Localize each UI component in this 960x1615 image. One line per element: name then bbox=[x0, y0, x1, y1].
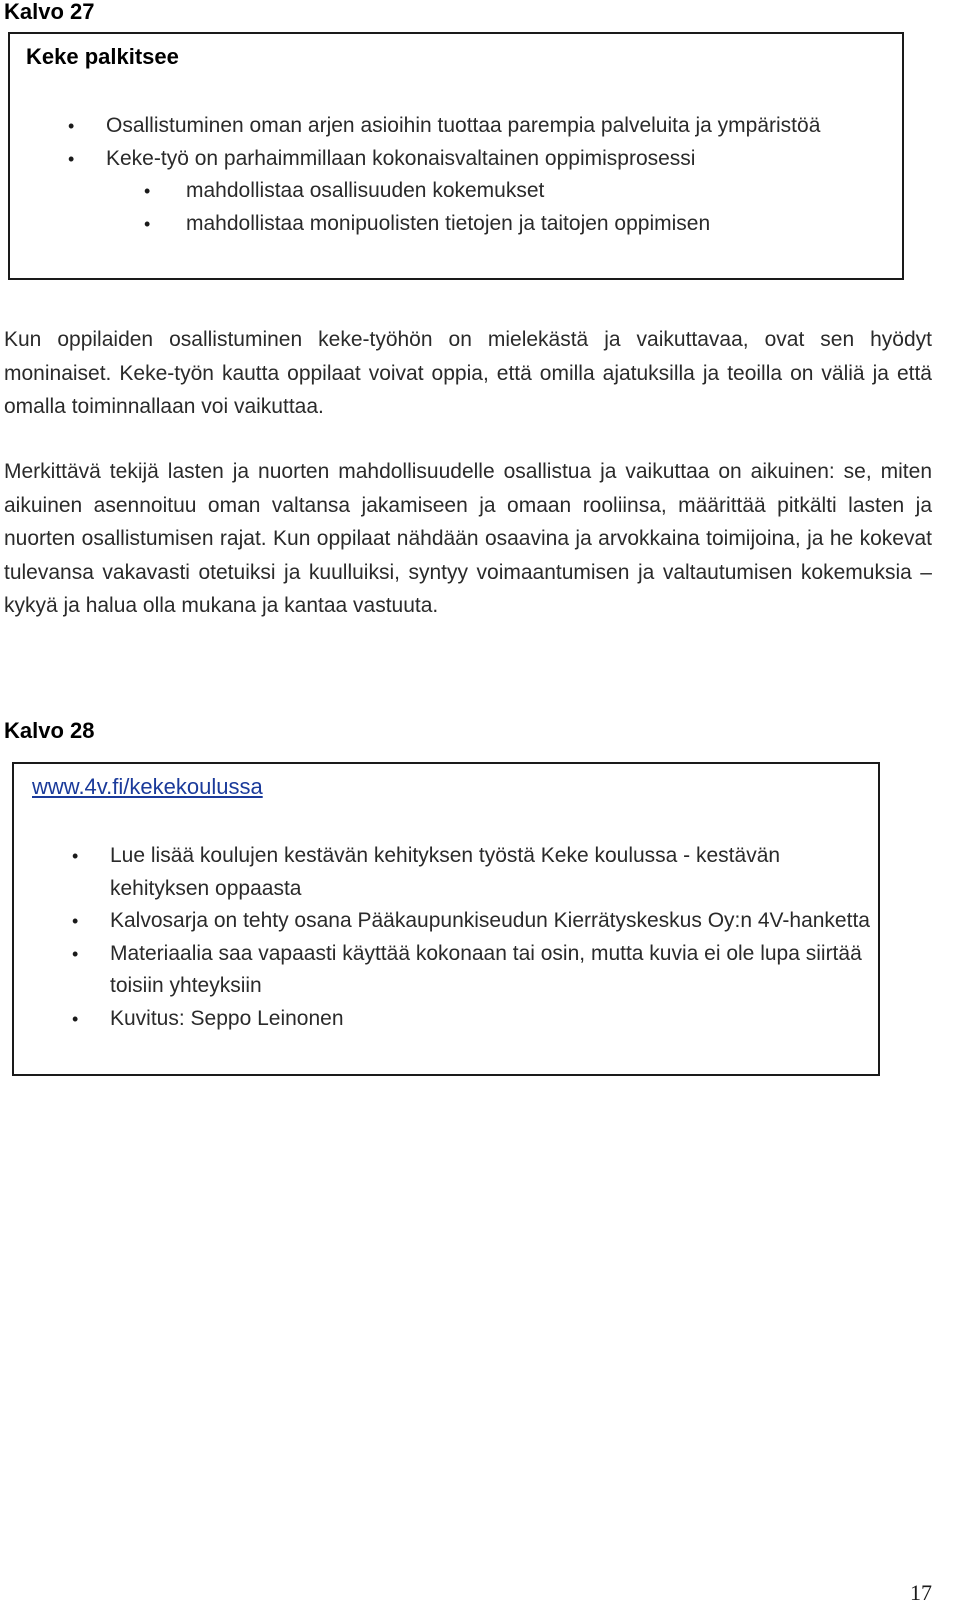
slide-27-box-title: Keke palkitsee bbox=[26, 44, 179, 69]
list-item bbox=[72, 840, 870, 905]
bullet-icon: • bbox=[72, 911, 79, 931]
list-item bbox=[72, 905, 870, 938]
slide-28-box bbox=[12, 762, 880, 1076]
sub-list-item bbox=[106, 208, 876, 241]
bullet-icon: • bbox=[68, 116, 75, 136]
bullet-icon: • bbox=[72, 943, 79, 964]
bullet-icon: • bbox=[72, 846, 79, 866]
list-item-text: Osallistuminen oman arjen asioihin tuottaa parempia palveluita ja ympäristöä bbox=[106, 114, 821, 137]
website-link[interactable]: www.4v.fi/kekekoulussa bbox=[32, 774, 263, 799]
bullet-icon: • bbox=[144, 181, 151, 201]
sub-list-item bbox=[106, 175, 876, 208]
slide-27-box bbox=[8, 32, 904, 280]
list-item bbox=[68, 110, 876, 143]
sub-list-item-text: mahdollistaa osallisuuden kokemukset bbox=[186, 179, 545, 202]
sub-list-item-text: mahdollistaa monipuolisten tietojen ja taitojen oppimisen bbox=[186, 211, 711, 235]
page-number: 17 bbox=[910, 1580, 932, 1605]
list-item-text: Keke-työ on parhaimmillaan kokonaisvaltainen oppimisprosessi bbox=[106, 146, 696, 170]
bullet-icon: • bbox=[72, 1008, 79, 1029]
list-item bbox=[72, 1003, 870, 1036]
list-item-text: Kalvosarja on tehty osana Pääkaupunkiseudun Kierrätyskeskus Oy:n 4V-hanketta bbox=[110, 909, 870, 932]
list-item-text: Materiaalia saa vapaasti käyttää kokonaan tai osin, mutta kuvia ei ole lupa siirtää toisiin yhteyksiin bbox=[110, 941, 862, 997]
list-item-text: Kuvitus: Seppo Leinonen bbox=[110, 1006, 344, 1030]
list-item-text: Lue lisää koulujen kestävän kehityksen työstä Keke koulussa - kestävän kehityksen oppaasta bbox=[110, 844, 781, 900]
body-paragraph: Merkittävä tekijä lasten ja nuorten mahdollisuudelle osallistua ja vaikuttaa on aikuinen: se, miten aikuinen asennoituu oman valtansa jakamiseen ja omaan rooliinsa, määrittää pitkälti lasten ja nuorten osallistumisen rajat. Kun oppilaat nähdään osaavina ja arvokkaina toimijoina, ja he kokevat tulevansa vakavasti otetuiksi ja kuulluiksi, syntyy voimaantumisen ja valtautumisen kokemuksia – kykyä ja halua olla mukana ja kantaa vastuuta. bbox=[4, 460, 932, 617]
bullet-icon: • bbox=[68, 148, 75, 169]
list-item bbox=[72, 938, 870, 1003]
slide-28-heading: Kalvo 28 bbox=[4, 718, 95, 743]
bullet-icon: • bbox=[144, 213, 151, 234]
slide-27-heading: Kalvo 27 bbox=[4, 0, 95, 24]
slide-27-bullet-list bbox=[68, 110, 876, 240]
list-item bbox=[68, 143, 876, 176]
body-paragraph: Kun oppilaiden osallistuminen keke-työhön on mielekästä ja vaikuttavaa, ovat sen hyödyt moninaiset. Keke-työn kautta oppilaat voivat oppia, että omilla ajatuksilla ja teoilla on väliä ja että omalla toiminnallaan voi vaikuttaa. bbox=[4, 328, 932, 418]
slide-28-bullet-list bbox=[72, 840, 870, 1035]
